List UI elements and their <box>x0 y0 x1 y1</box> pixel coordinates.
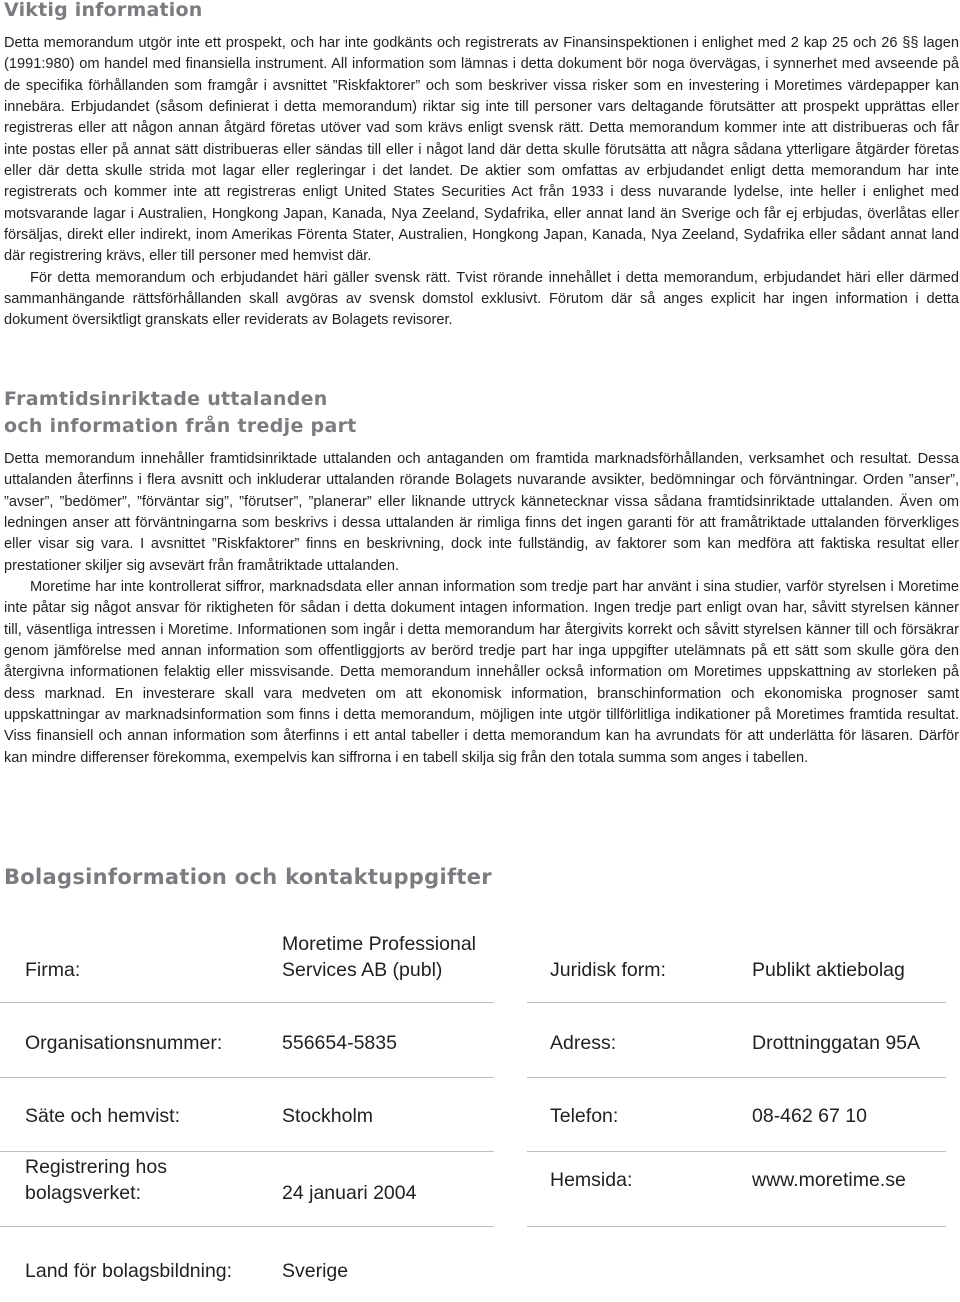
info-row-registrering <box>0 1152 494 1227</box>
info-label: Registrering hos bolagsverket: <box>25 1156 167 1204</box>
section-title-company-information: Bolagsinformation och kontaktuppgifter <box>4 865 492 889</box>
paragraph: Detta memorandum utgör inte ett prospekt, och har inte godkänts och registrerats av Finansinspektionen i enlighet med 2 kap 25 och 26 §§ lagen (1991:980) om handel med finansiella instrument. All information som lämnas i detta dokument bör noga övervägas, i synnerhet med avseende på de specifika förhållanden som framgår i avsnittet ”Riskfaktorer” och som beskriver vissa risker som en investering i Moretimes värdepapper kan innebära. Erbjudandet (såsom definierat i detta memorandum) riktar sig inte till personer vars deltagande förutsätter att prospekt upprättas eller registreras eller att någon annan åtgärd företas utöver vad som krävs enligt svensk rätt. Detta memorandum kommer inte att distribueras och får inte postas eller på annat sätt distribueras eller sändas till eller i något land där detta skulle förutsätta att några sådana ytterligare åtgärder företas eller där detta skulle strida mot lagar eller regleringar i det landet. De aktier som omfattas av erbjudandet enligt detta memorandum har inte registrerats och kommer inte att registreras enligt United States Securities Act från 1933 i dess nuvarande lydelse, inte heller i enlighet med motsvarande lagar i Australien, Hongkong Japan, Kanada, Nya Zeeland, Sydafrika, eller annat land än Sverige och får ej erbjudas, överlåtas eller försäljas, direkt eller indirekt, inom Amerikas Förenta Stater, Australien, Hongkong Japan, Kanada, Nya Zeeland, Sydafrika eller sådant annat land där registrering krävs, eller till personer med hemvist där. <box>4 35 959 265</box>
info-label: Firma: <box>25 959 81 981</box>
info-label: Adress: <box>550 1032 617 1054</box>
info-row-juridisk-form <box>527 927 946 1003</box>
paragraph: Detta memorandum innehåller framtidsinriktade uttalanden och antaganden om framtida marknadsförhållanden, verksamhet och resultat. Dessa uttalanden återfinns i flera avsnitt och inkluderar uttalanden rörande Bolagets nuvarande avsikter, bedömningar och förväntningar. Orden ”anser”, ”avser”, ”bedömer”, ”förväntar sig”, ”förutser”, ”planerar” eller liknande uttryck kännetecknar vissa sådana framtidsinriktade uttalanden. Även om ledningen anser att förväntningarna som beskrivs i dessa uttalanden är rimliga finns det ingen garanti för att framåtriktade uttalanden förverkliges eller visar sig vara. I avsnittet ”Riskfaktorer” finns en beskrivning, dock inte fullständig, av faktorer som kan medföra att faktiska resultat eller prestationer skiljer sig avsevärt från framåtriktade uttalanden. <box>4 451 959 574</box>
paragraph: För detta memorandum och erbjudandet häri gäller svensk rätt. Tvist rörande innehållet i detta memorandum, erbjudandet häri eller därmed sammanhängande rättsförhållanden skall avgöras av svensk domstol exklusivt. Förutom där så anges explicit har ingen information i detta dokument översiktligt granskats eller reviderats av Bolagets revisorer. <box>4 269 959 329</box>
info-value: 08-462 67 10 <box>752 1105 867 1127</box>
info-value: Sverige <box>282 1260 349 1282</box>
paragraph: Moretime har inte kontrollerat siffror, marknadsdata eller annan information som tredje part har använt i sina studier, varför styrelsen i Moretime inte påtar sig något ansvar för riktigheten för sådan i detta dokument intagen information. Ingen tredje part enligt ovan har, såvitt styrelsen känner till, väsentliga intressen i Moretime. Informationen som ingår i detta memorandum har återgivits korrekt och såvitt styrelsen känner till och försäkrar genom jämförelse med annan information som offentliggjorts av berörd tredje part har inga uppgifter utelämnats på ett sätt som skulle göra den återgivna informationen felaktig eller missvisande. Detta memorandum innehåller också information om Moretimes uppskattning av storleken på dess marknad. En investerare skall vara medveten om att ekonomisk information, branschinformation och ekonomiska prognoser samt uppskattningar av marknadsinformation som finns i detta memorandum, möjligen inte utgör tillförlitliga indikationer på Moretimes framtida resultat. Viss finansiell och annan information som återfinns i ett antal tabeller i detta memorandum kan ha avrundats för att underlätta för läsaren. Därför kan mindre differenser förekomma, exempelvis kan siffrorna i en tabell skilja sig från den totala summa som anges i tabellen. <box>4 579 959 766</box>
info-row-sate-och-hemvist <box>0 1078 494 1152</box>
website-link[interactable]: www.moretime.se <box>752 1169 906 1191</box>
info-row-adress <box>527 1003 946 1078</box>
info-label: Säte och hemvist: <box>25 1105 180 1127</box>
info-label: Juridisk form: <box>550 959 666 981</box>
info-label: Land för bolagsbildning: <box>25 1260 233 1282</box>
info-label: Hemsida: <box>550 1169 633 1191</box>
info-value: 24 januari 2004 <box>282 1182 417 1204</box>
section-title-line: Framtidsinriktade uttalanden <box>4 388 328 410</box>
info-value: Publikt aktiebolag <box>752 959 905 981</box>
info-value: Stockholm <box>282 1105 374 1127</box>
section-title-line: och information från tredje part <box>4 415 357 437</box>
info-label: Telefon: <box>550 1105 619 1127</box>
section-title-important-information: Viktig information <box>4 0 203 21</box>
info-label: Organisationsnummer: <box>25 1032 223 1054</box>
info-row-land-for-bolagsbildning <box>0 1227 494 1302</box>
info-row-firma <box>0 927 494 1003</box>
section-title-forward-looking <box>4 386 357 440</box>
company-info-right-column <box>527 927 946 1227</box>
important-information-body <box>4 33 959 332</box>
info-row-hemsida <box>527 1152 946 1227</box>
info-value: 556654-5835 <box>282 1032 397 1054</box>
info-value: Drottninggatan 95A <box>752 1032 921 1054</box>
company-info-left-column <box>0 927 494 1302</box>
info-row-organisationsnummer <box>0 1003 494 1078</box>
forward-looking-body <box>4 449 959 769</box>
info-value: Moretime Professional Services AB (publ) <box>282 933 476 981</box>
info-row-telefon <box>527 1078 946 1152</box>
